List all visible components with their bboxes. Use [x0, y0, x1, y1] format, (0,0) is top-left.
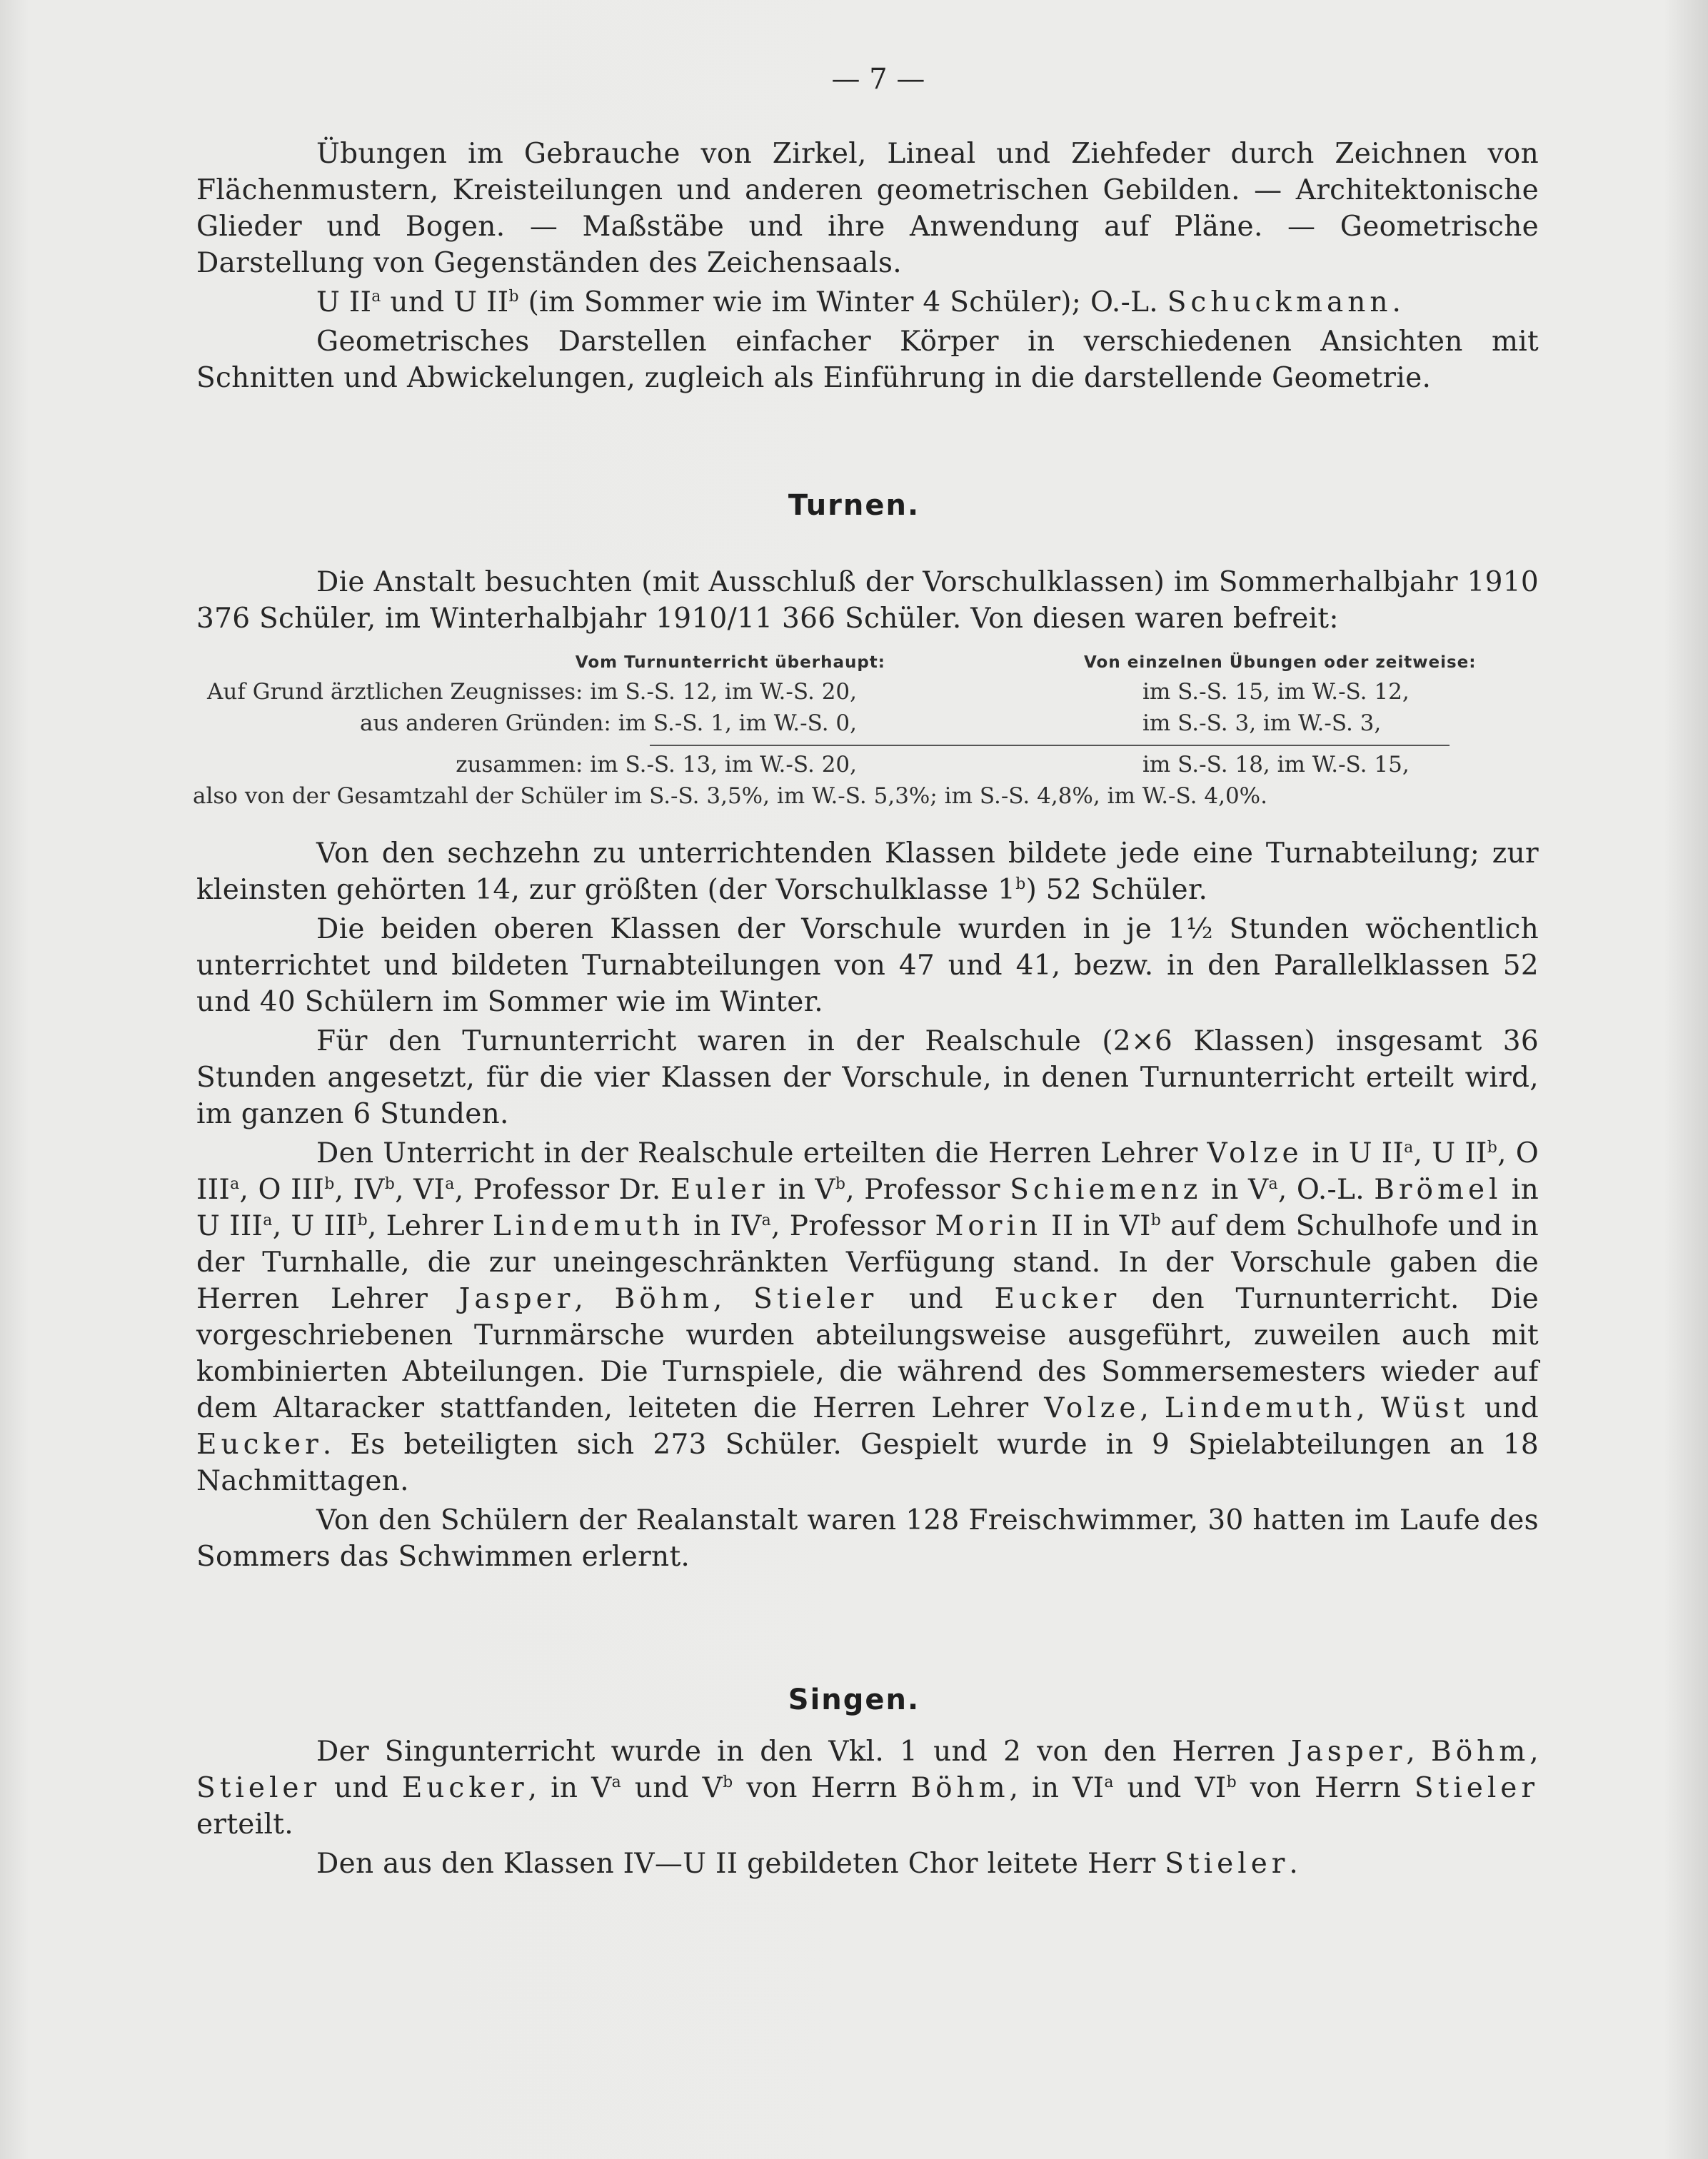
teacher-name: Schuckmann. [1167, 286, 1405, 318]
sum-rule [650, 745, 1450, 746]
stats-row-left: im S.-S. 1, im W.-S. 0, [618, 710, 857, 736]
stats-row-label: aus anderen Gründen: [359, 710, 611, 736]
turnen-paragraph-4: Für den Turnunterricht waren in der Realschule (2×6 Klassen) insgesamt 36 Stunden angesetzt, für die vier Klassen der Vorschule, in denen Turnunterricht erteilt wird, im ganzen 6 Stunden. [196, 1025, 1539, 1130]
stats-row-label: Auf Grund ärztlichen Zeugnisses: [207, 679, 583, 705]
section-heading-singen: Singen. [788, 1684, 920, 1716]
stats-sum-right: im S.-S. 18, im W.-S. 15, [1142, 752, 1410, 777]
turnen-paragraph-2: Von den sechzehn zu unterrichtenden Klassen bildete jede eine Turnabteilung; zur kleinsten gehörten 14, zur größten (der Vorschulklasse 1$^b$) 52 Schüler. [196, 837, 1539, 906]
stats-row [193, 679, 1542, 710]
intro-paragraph-1: Übungen im Gebrauche von Zirkel, Lineal und Ziehfeder durch Zeichnen von Flächenmustern, Kreisteilungen und anderen geometrischen Gebilden. — Architektonische Glieder und Bogen. — Maßstäbe und ihre Anwendung auf Pläne. — Geometrische Darstellung von Gegenständen des Zeichensaals. [196, 138, 1539, 279]
stats-sum-left: im S.-S. 13, im W.-S. 20, [590, 752, 857, 777]
turnen-paragraph-5: Den Unterricht in der Realschule erteilten die Herren Lehrer Volze in U $II^a$, U $II^b$, O III$^a$, O III$^b$, $IV^b$, $VI^a$, Professor Dr. Euler in $V^b$, Professor Schiemenz in $V^a$, O.-L. Brömel in U III$^a$, U III$^b$, Lehrer Lindemuth in $IV^a$, Professor Morin II in $VI^b$ auf dem Schulhofe und in der Turnhalle, die zur uneingeschränkten Verfügung stand. In der Vorschule gaben die Herren Lehrer Jasper, Böhm, Stieler und Eucker den Turnunterricht. Die vorgeschriebenen Turnmärsche wurden abteilungsweise ausgeführt, zuweilen auch mit kombinierten Abteilungen. Die Turnspiele, die während des Sommersemesters wieder auf dem Altaracker stattfanden, leiteten die Herren Lehrer Volze, Lindemuth, Wüst und Eucker. Es beteiligten sich 273 Schüler. Gespielt wurde in 9 Spielabteilungen an 18 Nachmittagen. [196, 1137, 1539, 1497]
stats-header-left: Vom Turnunterricht überhaupt: [575, 653, 885, 672]
exemption-statistics [193, 653, 1542, 816]
intro-paragraph-2: U $II^a$ und U $II^b$ (im Sommer wie im Winter 4 Schüler); O.-L. Schuckmann. [316, 286, 1405, 318]
stats-header-right: Von einzelnen Übungen oder zeitweise: [1084, 653, 1477, 672]
turnen-body [196, 835, 1539, 1575]
singen-body [196, 1733, 1539, 1882]
turnen-paragraph-3: Die beiden oberen Klassen der Vorschule wurden in je 1½ Stunden wöchentlich unterrichtet und bildeten Turnabteilungen von 47 und 41, bezw. in den Parallelklassen 52 und 40 Schülern im Sommer wie im Winter. [196, 913, 1539, 1018]
page-number: — 7 — [831, 63, 925, 96]
stats-sum-label: zusammen: [456, 752, 583, 777]
section-heading-turnen: Turnen. [788, 489, 920, 522]
intro-section [196, 136, 1539, 396]
intro-paragraph-3: Geometrisches Darstellen einfacher Körper in verschiedenen Ansichten mit Schnitten und Abwickelungen, zugleich als Einführung in die darstellende Geometrie. [196, 326, 1539, 394]
turnen-paragraph-6: Von den Schülern der Realanstalt waren 128 Freischwimmer, 30 hatten im Laufe des Sommers das Schwimmen erlernt. [196, 1504, 1539, 1573]
stats-total: also von der Gesamtzahl der Schüler im S.-S. 3,5%, im W.-S. 5,3%; im S.-S. 4,8%, im W.-S. 4,0%. [193, 783, 1267, 809]
stats-row-right: im S.-S. 15, im W.-S. 12, [1142, 679, 1410, 705]
stats-row-right: im S.-S. 3, im W.-S. 3, [1142, 710, 1382, 736]
singen-paragraph-1: Der Singunterricht wurde in den Vkl. 1 und 2 von den Herren Jasper, Böhm, Stieler und Eucker, in $V^a$ und $V^b$ von Herrn Böhm, in $VI^a$ und $VI^b$ von Herrn Stieler erteilt. [196, 1736, 1539, 1841]
stats-row [193, 710, 1542, 742]
turnen-paragraph-1: Die Anstalt besuchten (mit Ausschluß der Vorschulklassen) im Sommerhalbjahr 1910 376 Schüler, im Winterhalbjahr 1910/11 366 Schüler. Von diesen waren befreit: [196, 566, 1539, 635]
singen-paragraph-2: Den aus den Klassen IV—U II gebildeten Chor leitete Herr Stieler. [316, 1848, 1299, 1880]
stats-sum-row [193, 752, 1542, 783]
turnen-intro [196, 564, 1539, 637]
stats-row-left: im S.-S. 12, im W.-S. 20, [590, 679, 857, 705]
